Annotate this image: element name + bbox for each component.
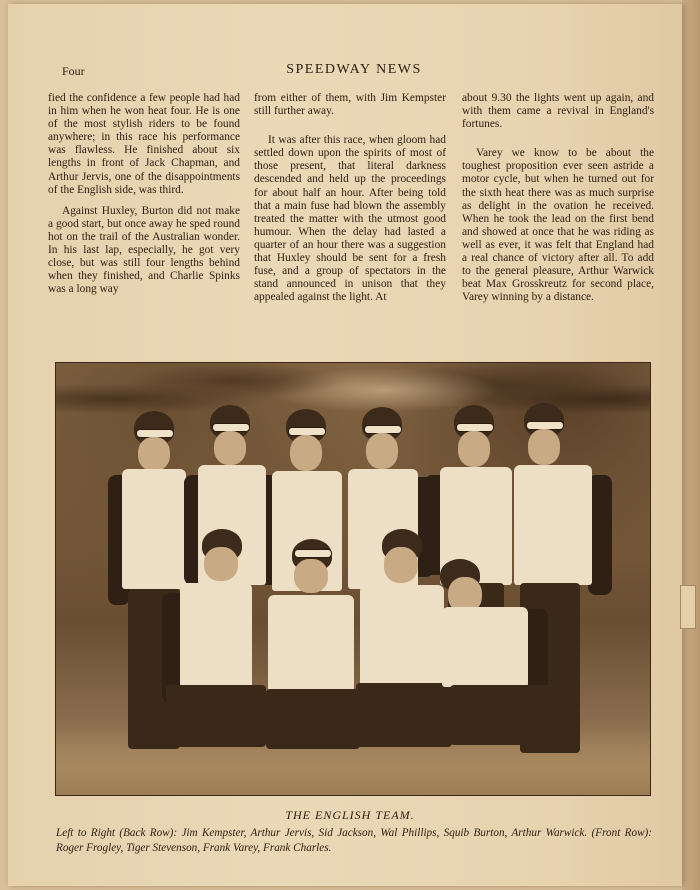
- paragraph: fied the confidence a few people had had in him when he won heat four. He is one of the most stylish riders to be found anywhere; in this race his performance was flawless. He finished about six lengths in front of Jack Chapman, and Arthur Jervis, one of the disappointments of the English side, was third.: [48, 92, 240, 196]
- page-tab: [680, 585, 696, 629]
- team-photograph: [55, 362, 651, 796]
- page-header: [54, 62, 654, 84]
- photo-caption-title: THE ENGLISH TEAM.: [285, 808, 415, 822]
- article-column-1: [48, 92, 240, 304]
- article-column-3: [462, 92, 654, 312]
- page-edge: [682, 0, 700, 890]
- page-number: Four: [62, 64, 85, 78]
- paragraph: Against Huxley, Burton did not make a good start, but once away he sped round hot on the trail of the Australian wonder. In his last lap, especially, he got very close, but was still four lengths behind when they finished, and Charlie Spinks was a long way: [48, 204, 240, 296]
- paragraph: from either of them, with Jim Kempster still further away.: [254, 92, 446, 118]
- paragraph: about 9.30 the lights went up again, and with them came a revival in England's fortunes.: [462, 92, 654, 131]
- paragraph: It was after this race, when gloom had settled down upon the spirits of most of those present, that literal darkness descended and held up the proceedings for about half an hour. After being told that a main fuse had blown the assembly treated the matter with the utmost good humour. When the delay had lasted a quarter of an hour there was a suggestion that Huxley should be sent for a fresh fuse, and a group of spectators in the stand announced in unison that they appealed against the light. At: [254, 134, 446, 304]
- article-column-2: [254, 92, 446, 312]
- rider-figure: [432, 559, 562, 769]
- running-title: SPEEDWAY NEWS: [286, 62, 422, 77]
- photo-caption-text: Left to Right (Back Row): Jim Kempster, Arthur Jervis, Sid Jackson, Wal Phillips, Squib Burton, Arthur Warwick. (Front Row): Roger Frogley, Tiger Stevenson, Frank Varey, Frank Charles.: [56, 827, 652, 854]
- article-body: [48, 92, 660, 346]
- paragraph: Varey we know to be about the toughest proposition ever seen astride a motor cycle, but when he turned out for the sixth heat there was as much surprise as delight in the ovation he received. When he took the lead on the first bend and showed at once that he was riding as well as ever, it was felt that England had a real chance of victory after all. To add to the general pleasure, Arthur Warwick beat Max Grosskreutz for second place, Varey winning by a distance.: [462, 147, 654, 304]
